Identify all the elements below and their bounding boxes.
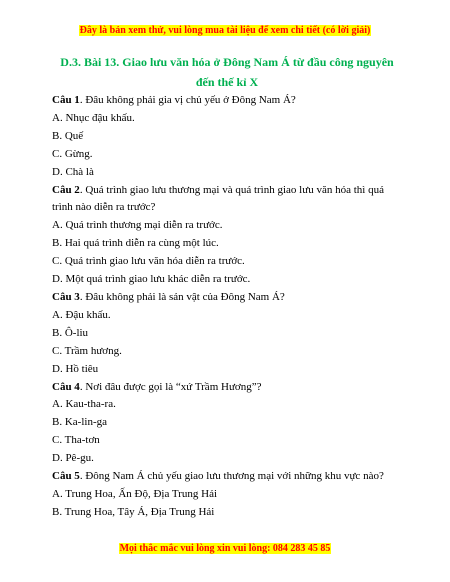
question-label: Câu 1 <box>52 94 80 106</box>
option-4c: C. Tha-tơn <box>52 434 100 447</box>
contact-footer-text: Mọi thắc mắc vui lòng xin vui lòng: 084 283 45 85 <box>119 543 331 554</box>
option-1b: B. Quế <box>52 129 84 142</box>
question-label: Câu 2 <box>52 183 80 196</box>
question-label: Câu 3 <box>52 290 80 303</box>
option-5a: A. Trung Hoa, Ấn Độ, Địa Trung Hải <box>52 487 218 500</box>
option-1d: D. Chà là <box>52 165 94 178</box>
question-text: . Nơi đâu được gọi là “xứ Trầm Hương”? <box>79 380 262 393</box>
option-3d: D. Hồ tiêu <box>52 362 99 375</box>
option-2a: A. Quá trình thương mại diễn ra trước. <box>52 219 223 232</box>
option-2c: C. Quá trình giao lưu văn hóa diễn ra trước. <box>52 255 245 268</box>
question-4 <box>52 379 402 397</box>
question-text: . Quá trình giao lưu thương mại và quá trình giao lưu văn hóa thì quá trình nào diễn ra trước? <box>52 183 384 214</box>
option-1a: A. Nhục đậu khấu. <box>52 111 135 124</box>
preview-banner-text: Đây là bản xem thử, vui lòng mua tài liệu để xem chi tiết (có lời giải) <box>79 25 371 36</box>
option-4a: A. Kau-tha-ra. <box>52 398 116 411</box>
question-label: Câu 5 <box>52 470 80 483</box>
question-1 <box>52 92 402 110</box>
question-3 <box>52 289 402 307</box>
option-4d: D. Pê-gu. <box>52 452 94 465</box>
question-5 <box>52 468 402 486</box>
option-3b: B. Ô-liu <box>52 326 89 339</box>
question-label: Câu 4 <box>52 380 80 393</box>
question-text: . Đâu không phải là sản vật của Đông Nam Á? <box>79 290 285 303</box>
option-3a: A. Đậu khấu. <box>52 308 111 321</box>
lesson-title: D.3. Bài 13. Giao lưu văn hóa ở Đông Nam Á từ đầu công nguyên đến thế kỉ X <box>60 55 394 89</box>
option-1c: C. Gừng. <box>52 147 93 160</box>
question-text: . Đâu không phải gia vị chủ yếu ở Đông Nam Á? <box>79 94 296 106</box>
option-2b: B. Hai quá trình diễn ra cùng một lúc. <box>52 237 219 250</box>
option-2d: D. Một quá trình giao lưu khác diễn ra trước. <box>52 273 251 286</box>
option-4b: B. Ka-lin-ga <box>52 416 107 429</box>
preview-banner <box>0 20 450 38</box>
contact-footer <box>0 538 450 556</box>
question-list <box>52 92 402 522</box>
option-3c: C. Trầm hương. <box>52 344 122 357</box>
question-2 <box>52 182 402 218</box>
question-text: . Đông Nam Á chủ yếu giao lưu thương mại với những khu vực nào? <box>79 470 384 483</box>
option-5b: B. Trung Hoa, Tây Á, Địa Trung Hải <box>52 505 215 518</box>
